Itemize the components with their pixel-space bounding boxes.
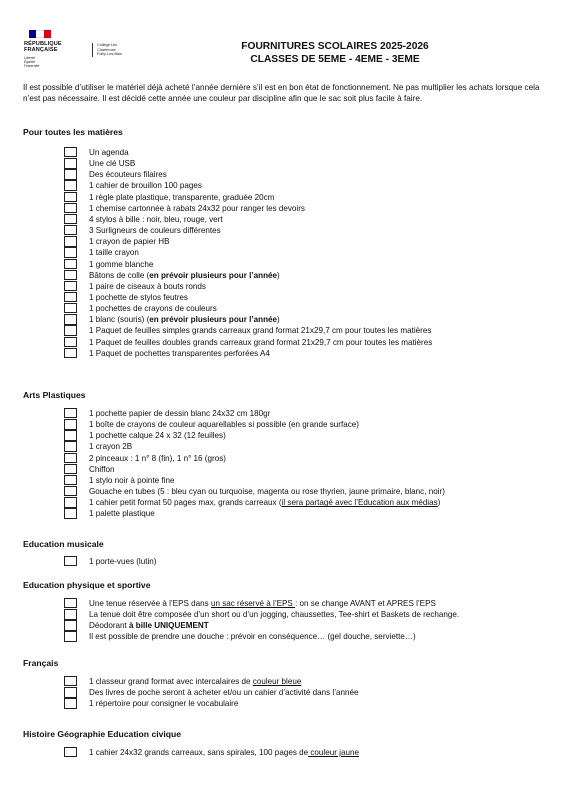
item-label: 1 Paquet de feuilles simples grands carreaux grand format 21x29,7 cm pour toutes les matières <box>89 326 432 336</box>
supply-item <box>64 498 534 509</box>
supply-item <box>64 148 534 159</box>
item-underlined: un sac réservé à l’EPS <box>210 599 296 608</box>
supply-item <box>64 599 534 610</box>
item-checkbox[interactable] <box>64 259 77 269</box>
item-underlined: couleur bleue <box>252 677 302 686</box>
item-label: 1 chemise cartonnée à rabats 24x32 pour ranger les devoirs <box>89 203 305 213</box>
item-checkbox[interactable] <box>64 508 77 518</box>
supply-item <box>64 170 534 181</box>
item-label: Des livres de poche seront à acheter et/ou un cahier d’activité dans l’année <box>89 688 359 698</box>
item-label: Des écouteurs filaires <box>89 170 167 180</box>
item-checkbox[interactable] <box>64 314 77 324</box>
section-heading-histoire: Histoire Géographie Education civique <box>23 729 182 739</box>
section-heading-eps: Education physique et sportive <box>23 580 151 590</box>
item-text: Déodorant <box>89 621 130 631</box>
item-checkbox[interactable] <box>64 453 77 463</box>
supply-item <box>64 271 534 282</box>
item-checkbox[interactable] <box>64 419 77 429</box>
item-underlined: il sera partagé avec l’Education aux médias <box>281 498 438 508</box>
supply-item <box>64 326 534 337</box>
item-text: : on se change AVANT et APRES l’EPS <box>295 599 436 608</box>
item-text: ) <box>277 315 280 325</box>
intro-paragraph: Il est possible d’utiliser le matériel déjà acheté l’année dernière s’il est en bon état de fonctionnement. Ne pas multiplier les achats lorsque cela n’est pas nécessaire. Il est décidé cette année une couleur par discipline afin que le sac soit plus facile à faire. <box>23 83 540 103</box>
page-title: FOURNITURES SCOLAIRES 2025-2026 CLASSES DE 5EME - 4EME - 3EME <box>241 41 429 65</box>
item-label: 1 pochettes de crayons de couleurs <box>89 304 217 314</box>
item-checkbox[interactable] <box>64 158 77 168</box>
item-checkbox[interactable] <box>64 348 77 358</box>
item-label: 1 palette plastique <box>89 509 155 519</box>
item-label: 1 pochette calque 24 x 32 (12 feuilles) <box>89 431 226 441</box>
republique-francaise-logo <box>24 30 134 80</box>
item-label: 1 porte-vues (lutin) <box>89 557 157 566</box>
item-label: La tenue doit être composée d’un short ou d’un jogging, chaussettes, Tee-shirt et Baskets de rechange. <box>89 610 460 620</box>
item-checkbox[interactable] <box>64 698 77 708</box>
supply-item <box>64 248 534 259</box>
item-label: 1 crayon 2B <box>89 442 133 452</box>
item-label: 1 gomme blanche <box>89 259 154 269</box>
supply-item <box>64 282 534 293</box>
item-checkbox[interactable] <box>64 147 77 157</box>
flag-icon <box>29 30 51 38</box>
item-label <box>89 621 209 631</box>
supply-item <box>64 315 534 326</box>
supply-item <box>64 557 534 568</box>
item-checkbox[interactable] <box>64 281 77 291</box>
item-label: 1 crayon de papier HB <box>89 237 170 247</box>
item-text: 1 cahier petit format 50 pages max, grands carreaux ( <box>89 498 282 508</box>
item-label <box>89 498 440 508</box>
item-label: 3 Surligneurs de couleurs différentes <box>89 226 221 236</box>
supply-item <box>64 204 534 215</box>
supply-item <box>64 632 534 643</box>
republic-motto: Liberté Égalité Fraternité <box>24 55 40 69</box>
item-checkbox[interactable] <box>64 180 77 190</box>
item-checkbox[interactable] <box>64 598 77 608</box>
item-text: ) <box>277 270 280 280</box>
item-checkbox[interactable] <box>64 475 77 485</box>
college-name: Collège Les Chartreuse Foilly-Les-Bain <box>92 43 134 57</box>
item-checkbox[interactable] <box>64 408 77 418</box>
item-label: 1 cahier de brouillon 100 pages <box>89 181 202 191</box>
supply-item <box>64 226 534 237</box>
item-checkbox[interactable] <box>64 631 77 641</box>
supply-item <box>64 454 534 465</box>
item-checkbox[interactable] <box>64 292 77 302</box>
item-label: Chiffon <box>89 464 115 474</box>
item-checkbox[interactable] <box>64 497 77 507</box>
item-label: 4 stylos à bille : noir, bleu, rouge, vert <box>89 214 223 224</box>
supply-item <box>64 442 534 453</box>
item-checkbox[interactable] <box>64 214 77 224</box>
item-checkbox[interactable] <box>64 303 77 313</box>
supply-item <box>64 338 534 349</box>
item-checkbox[interactable] <box>64 270 77 280</box>
item-underlined: couleur jaune <box>308 748 359 757</box>
item-label: 1 pochette de stylos feutres <box>89 292 188 302</box>
supply-item <box>64 476 534 487</box>
supply-item <box>64 420 534 431</box>
item-label <box>89 315 280 325</box>
item-text: Bâtons de colle ( <box>89 270 150 280</box>
item-label: 1 Paquet de feuilles doubles grands carreaux grand format 21x29,7 cm pour toutes les matières <box>89 337 433 347</box>
section-heading-toutes: Pour toutes les matières <box>23 127 123 137</box>
item-label: 1 pochette papier de dessin blanc 24x32 cm 180gr <box>89 409 271 418</box>
section-heading-arts: Arts Plastiques <box>23 390 86 400</box>
supply-item <box>64 181 534 192</box>
item-checkbox[interactable] <box>64 676 77 686</box>
section-heading-francais: Français <box>23 658 59 668</box>
item-checkbox[interactable] <box>64 747 77 757</box>
item-label: 1 taille crayon <box>89 248 139 258</box>
item-label: 2 pinceaux : 1 n° 8 (fin), 1 n° 16 (gros) <box>89 453 226 463</box>
supply-item <box>64 610 534 621</box>
supply-item <box>64 193 534 204</box>
supply-item <box>64 349 534 360</box>
item-text: 1 blanc (souris) ( <box>89 315 150 325</box>
item-label: Gouache en tubes (5 : bleu cyan ou turquoise, magenta ou rose thyrien, jaune primaire, blanc, noir) <box>89 487 445 497</box>
item-checkbox[interactable] <box>64 337 77 347</box>
item-checkbox[interactable] <box>64 430 77 440</box>
republic-name: RÉPUBLIQUE FRANÇAISE <box>24 41 62 54</box>
supply-item <box>64 159 534 170</box>
item-text: 1 cahier 24x32 grands carreaux, sans spirales, 100 pages de <box>89 748 309 757</box>
item-checkbox[interactable] <box>64 486 77 496</box>
supply-item <box>64 621 534 632</box>
item-label <box>89 677 301 687</box>
item-label: 1 Paquet de pochettes transparentes perforées A4 <box>89 348 270 358</box>
supply-item <box>64 677 534 688</box>
item-label <box>89 748 359 758</box>
item-label <box>89 599 436 609</box>
item-text: Une tenue réservée à l’EPS dans <box>89 599 211 608</box>
item-checkbox[interactable] <box>64 169 77 179</box>
item-checkbox[interactable] <box>64 192 77 202</box>
item-checkbox[interactable] <box>64 236 77 246</box>
item-checkbox[interactable] <box>64 441 77 451</box>
supply-item <box>64 237 534 248</box>
item-emphasis: à bille UNIQUEMENT <box>129 621 209 631</box>
item-label: 1 paire de ciseaux à bouts ronds <box>89 281 206 291</box>
item-text: ) <box>437 498 441 508</box>
item-checkbox[interactable] <box>64 609 77 619</box>
supply-item <box>64 293 534 304</box>
item-checkbox[interactable] <box>64 464 77 474</box>
item-checkbox[interactable] <box>64 325 77 335</box>
item-label: Une clé USB <box>89 159 136 169</box>
supply-item <box>64 688 534 699</box>
supply-item <box>64 509 534 520</box>
item-checkbox[interactable] <box>64 556 77 566</box>
item-label: 1 stylo noir à pointe fine <box>89 475 175 485</box>
item-checkbox[interactable] <box>64 225 77 235</box>
item-checkbox[interactable] <box>64 247 77 257</box>
item-label: 1 règle plate plastique, transparente, graduée 20cm <box>89 192 275 202</box>
supply-item <box>64 409 534 420</box>
supply-item <box>64 431 534 442</box>
item-label: 1 boîte de crayons de couleur aquarellables si possible (en grande surface) <box>89 420 359 430</box>
item-checkbox[interactable] <box>64 203 77 213</box>
item-label: 1 répertoire pour consigner le vocabulaire <box>89 699 239 709</box>
item-checkbox[interactable] <box>64 687 77 697</box>
supply-item <box>64 304 534 315</box>
supply-item <box>64 215 534 226</box>
item-label: Il est possible de prendre une douche : prévoir en conséquence… (gel douche, serviette…) <box>89 632 416 642</box>
item-text: 1 classeur grand format avec intercalaires de <box>89 677 253 686</box>
item-emphasis: en prévoir plusieurs pour l’année <box>149 270 278 280</box>
item-label <box>89 271 280 281</box>
item-checkbox[interactable] <box>64 620 77 630</box>
supply-item <box>64 465 534 476</box>
section-heading-musique: Education musicale <box>23 539 104 549</box>
supply-item <box>64 699 534 710</box>
supply-item <box>64 260 534 271</box>
supply-item <box>64 748 534 759</box>
supply-item <box>64 487 534 498</box>
item-label: Un agenda <box>89 148 129 157</box>
item-emphasis: en prévoir plusieurs pour l’année <box>149 315 278 325</box>
